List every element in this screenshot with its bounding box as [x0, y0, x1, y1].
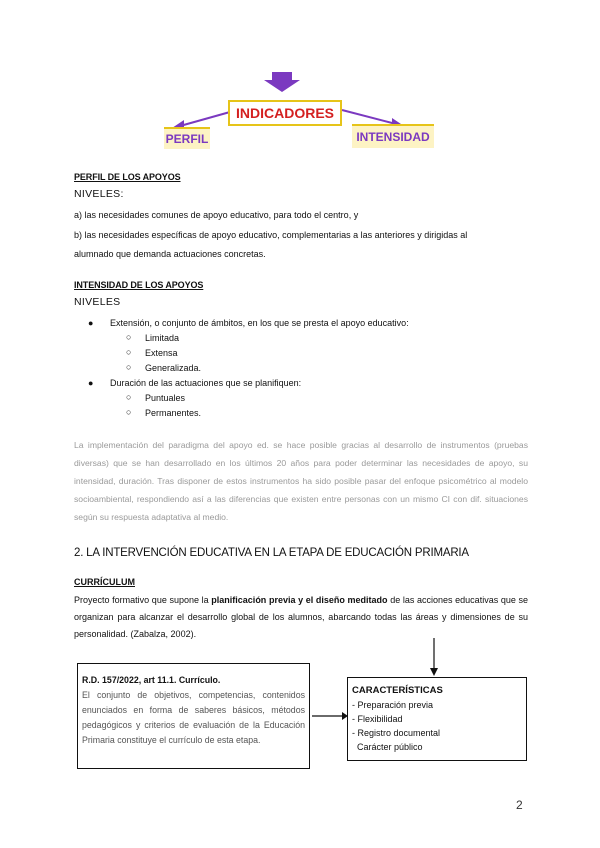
perfil-label: PERFIL — [164, 127, 210, 149]
perfil-niveles: NIVELES: — [74, 188, 124, 200]
intensidad-title: INTENSIDAD DE LOS APOYOS — [74, 280, 204, 290]
left-arrow-line — [180, 112, 230, 126]
caracteristicas-item: - Flexibilidad — [352, 714, 403, 724]
circle-bullet-icon: ○ — [126, 332, 132, 342]
perfil-item-a — [74, 206, 534, 225]
intensidad-sub-2: Extensa — [145, 348, 178, 358]
section-2-heading: 2. LA INTERVENCIÓN EDUCATIVA EN LA ETAPA DE EDUCACIÓN PRIMARIA — [74, 547, 469, 559]
page-number: 2 — [516, 798, 523, 812]
bullet-dot-icon: ● — [88, 378, 94, 388]
intensidad-label: INTENSIDAD — [352, 124, 434, 148]
intensidad-item-1: Extensión, o conjunto de ámbitos, en los que se presta el apoyo educativo: — [110, 318, 409, 328]
item-b-bold: necesidades específicas — [98, 230, 197, 240]
arrow-down-small-icon — [430, 668, 438, 676]
item-a-prefix: a) las — [74, 210, 99, 220]
rd-box — [77, 663, 310, 769]
circle-bullet-icon: ○ — [126, 362, 132, 372]
circle-bullet-icon: ○ — [126, 407, 132, 417]
caracteristicas-item: Carácter público — [352, 742, 423, 752]
intensidad-niveles: NIVELES — [74, 296, 121, 308]
perfil-title: PERFIL DE LOS APOYOS — [74, 172, 181, 182]
bullet-dot-icon: ● — [88, 318, 94, 328]
item-a-rest: de apoyo educativo, para todo el centro, y — [188, 210, 359, 220]
perfil-item-b-line2: alumnado que demanda actuaciones concretas. — [74, 249, 266, 259]
paragraph-text-1: Proyecto formativo que supone la — [74, 595, 212, 605]
paragraph-bold: planificación previa y el diseño meditado — [211, 595, 388, 605]
rd-box-title: R.D. 157/2022, art 11.1. Currículo. — [82, 675, 221, 685]
circle-bullet-icon: ○ — [126, 392, 132, 402]
indicadores-box: INDICADORES — [228, 100, 342, 126]
caracteristicas-title: CARACTERÍSTICAS — [352, 685, 443, 696]
down-arrow-icon — [264, 72, 300, 92]
item-b-rest: de apoyo educativo, complementarias a las anteriores y dirigidas al — [196, 230, 468, 240]
intensidad-sub-4: Puntuales — [145, 393, 186, 403]
muted-paragraph: La implementación del paradigma del apoyo ed. se hace posible gracias al desarrollo de instrumentos (pruebas diversas) que se han desarrollado en los últimos 20 años para poder determinar las necesidades de apoyo, su intensidad, duración. Tras disponer de estos instrumentos ha sido posible pasar del enfoque psicométrico al modelo socioambiental, respondiendo así a las diferencias que existen entre personas con un mismo CI con dif. situaciones según su respuesta adaptativa al medio. — [74, 440, 528, 522]
perfil-item-b — [74, 226, 534, 245]
caracteristicas-item: - Preparación previa — [352, 700, 434, 710]
right-arrow-line — [342, 110, 396, 124]
curriculum-title: CURRÍCULUM — [74, 577, 135, 587]
caracteristicas-item: - Registro documental — [352, 728, 441, 738]
caracteristicas-box — [347, 677, 527, 761]
rd-box-body: El conjunto de objetivos, competencias, contenidos enunciados en forma de saberes básicos, métodos pedagógicos y criterios de evaluación de la Educación Primaria constituye el currículo de esta etapa. — [82, 690, 305, 745]
circle-bullet-icon: ○ — [126, 347, 132, 357]
intensidad-sub-3: Generalizada. — [145, 363, 202, 373]
intensidad-sub-5: Permanentes. — [145, 408, 202, 418]
item-a-bold: necesidades comunes — [98, 210, 189, 220]
intensidad-item-2: Duración de las actuaciones que se planifiquen: — [110, 378, 302, 388]
paragraph-text-2: de las acciones educativas que se organizan para alcanzar el desarrollo global de los alumnos, abarcando todas las áreas y dimensiones de su personalidad. (Zabalza, 2002). — [74, 595, 528, 639]
item-b-prefix: b) las — [74, 230, 99, 240]
intensidad-sub-1: Limitada — [145, 333, 180, 343]
